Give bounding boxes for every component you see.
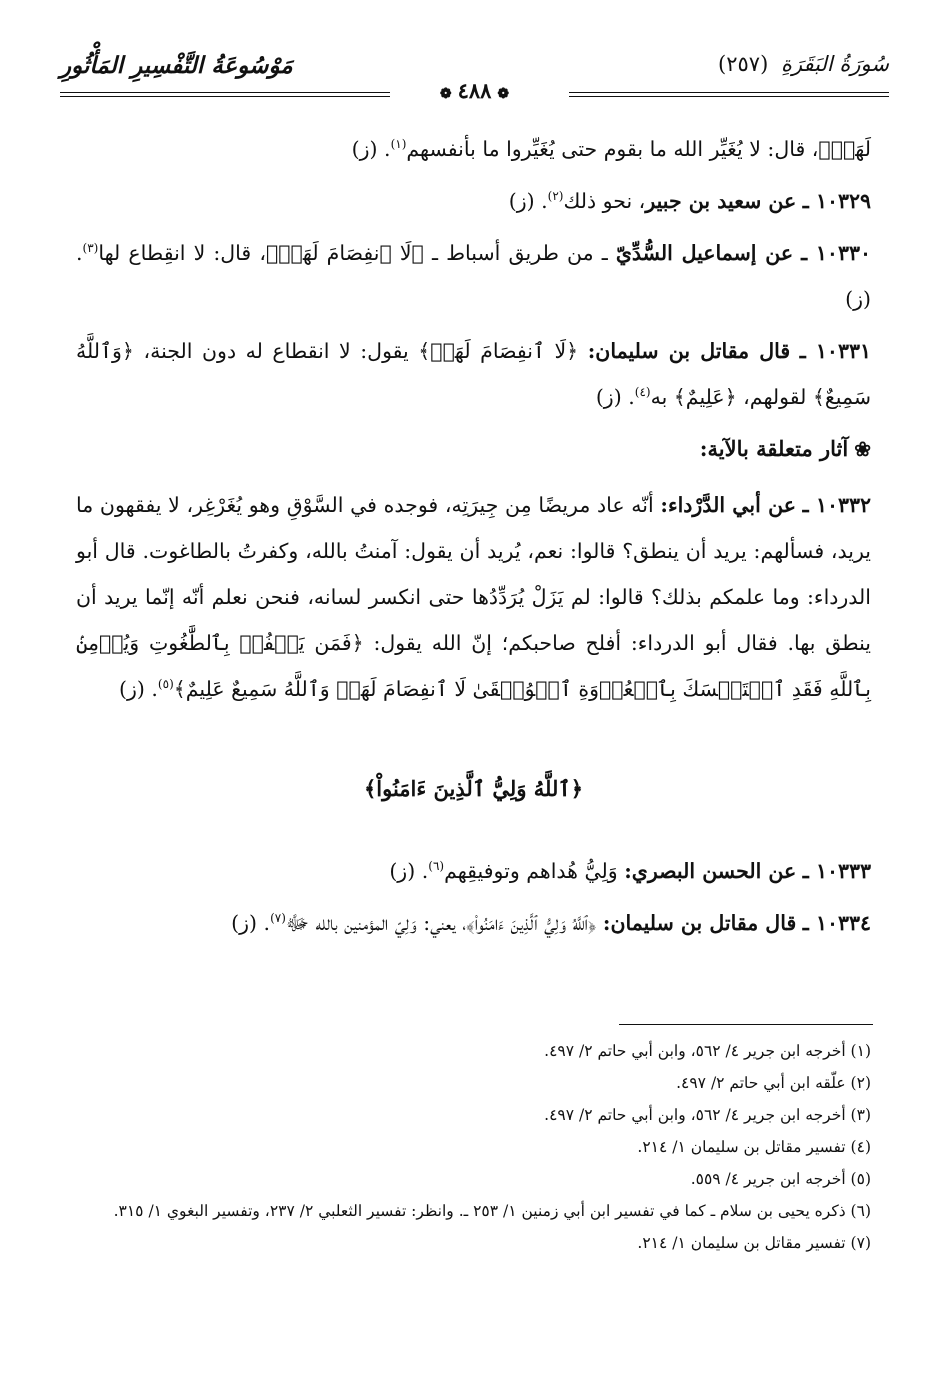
footnote-ref[interactable]: (٥): [157, 677, 174, 692]
entry-number: ١٠٣٣٣ ـ: [802, 859, 871, 883]
paragraph: [76, 848, 871, 894]
footnote: (٦) ذكره يحيى بن سلام ـ كما في تفسير ابن أبي زمنين ١/ ٢٥٣ ـ. وانظر: تفسير الثعلبي ٢/ ٢٣٧، وتفسير البغوي ١/ ٣١٥.: [113, 1202, 871, 1220]
paragraph: [76, 178, 871, 224]
footnote: (٥) أخرجه ابن جرير ٤/ ٥٥٩.: [690, 1170, 871, 1188]
footnote: (٤) تفسير مقاتل بن سليمان ١/ ٢١٤.: [637, 1138, 871, 1156]
footnote: (٢) علّقه ابن أبي حاتم ٢/ ٤٩٧.: [676, 1074, 871, 1092]
paragraph-text: أنّه عاد مريضًا مِن جِيرَتِه، فوجده في السَّوْقِ وهو يُغَرْغِر، لا يفقهون ما يريد، فسألهم: يريد أن ينطق؟ قالوا: نعم، يُريد أن يقول: آمنتُ بالله، وكفرتُ بالطاغوت. قال أبو الدرداء: وما علمكم بذلك؟ قالوا: لم يَزَلْ يُرَدِّدُها حتى انكسر لسانه، فنحن نعلم أنّه إنّما يريد أن ينطق بها. فقال أبو الدرداء: أفلح صاحبكم؛ إنّ الله يقول: ﴿فَمَن يَكۡفُرۡ بِٱلطَّٰغُوتِ وَيُؤۡمِنۢ بِٱللَّهِ فَقَدِ ٱسۡتَمۡسَكَ بِٱلۡعُرۡوَةِ ٱلۡوُثۡقَىٰ لَا ٱنفِصَامَ لَهَاۗ وَٱللَّهُ سَمِيعٌ عَلِيمٌ﴾: [76, 493, 871, 701]
ornament-icon: ❁: [497, 86, 510, 102]
narrator-name: قال مقاتل بن سليمان:: [587, 339, 791, 363]
source-code: . (ز): [595, 385, 635, 409]
paragraph: [76, 900, 871, 946]
book-title: مَوْسُوعَةُ التَّفْسِيرِ المَأْثُورِ: [60, 52, 293, 79]
section-heading-text: آثار متعلقة بالآية:: [699, 436, 849, 461]
footnote-divider: [619, 1024, 873, 1025]
verse-number: (٢٥٧): [718, 52, 769, 76]
section-heading: [76, 426, 871, 472]
page-number-value: ٤٨٨: [457, 78, 492, 103]
footnote-ref[interactable]: (١): [390, 137, 407, 152]
paragraph-text: ـ من طريق أسباط ـ ﴿لَا ٱنفِصَامَ لَهَاۗ﴾، قال: لا انقِطاع لها: [98, 241, 616, 265]
footnote-ref[interactable]: (٣): [82, 241, 99, 256]
page-number: [60, 78, 889, 103]
footnote-ref[interactable]: (٤): [634, 385, 651, 400]
source-code: . (ز): [389, 859, 429, 883]
narrator-name: عن سعيد بن جبير: [645, 189, 797, 213]
narrator-name: عن إسماعيل السُّدِّيّ: [615, 241, 794, 265]
flower-ornament-icon: ❀: [854, 437, 871, 461]
footnote: (٧) تفسير مقاتل بن سليمان ١/ ٢١٤.: [637, 1234, 871, 1252]
source-code: . (ز): [351, 137, 391, 161]
source-code: . (ز): [118, 677, 158, 701]
paragraph-text: ﴿لَا ٱنفِصَامَ لَهَاۗ﴾ يقول: لا انقطاع له دون الجنة، ﴿وَٱللَّهُ سَمِيعٌ﴾ لقولهم، ﴿عَلِيمٌ﴾ به: [76, 339, 871, 409]
paragraph-text: ﴿ٱللَّهُ وَلِيُّ ٱلَّذِينَ ءَامَنُواْ﴾، يعني: وَلِيّ المؤمنين بالله ﷻ: [285, 911, 603, 935]
paragraph-text: وَلِيُّ هُداهم وتوفيقِهم: [444, 859, 625, 883]
ornament-icon: ❁: [439, 86, 452, 102]
entry-number: ١٠٣٣١ ـ: [799, 339, 871, 363]
narrator-name: عن أبي الدَّرْداء:: [660, 493, 796, 517]
footnote-ref[interactable]: (٦): [428, 859, 445, 874]
surah-name: سُورَةُ البَقَرَةِ: [780, 52, 889, 76]
narrator-name: عن الحسن البصري:: [624, 859, 797, 883]
main-text: [76, 126, 871, 952]
source-code: . (ز): [231, 911, 271, 935]
footnote: (٣) أخرجه ابن جرير ٤/ ٥٦٢، وابن أبي حاتم ٢/ ٤٩٧.: [544, 1106, 871, 1124]
footnote-ref[interactable]: (٢): [547, 189, 564, 204]
entry-number: ١٠٣٣٤ ـ: [802, 911, 871, 935]
verse-heading: ﴿ٱللَّهُ وَلِيُّ ٱلَّذِينَ ءَامَنُواْ﴾: [363, 776, 584, 801]
paragraph-text: لَهَاۗ﴾، قال: لا يُغَيِّر الله ما بقوم حتى يُغَيِّروا ما بأنفسهم: [406, 137, 871, 161]
paragraph-text: ، نحو ذلك: [563, 189, 646, 213]
footnote-ref[interactable]: (٧): [270, 911, 286, 926]
footnote: (١) أخرجه ابن جرير ٤/ ٥٦٢، وابن أبي حاتم ٢/ ٤٩٧.: [544, 1042, 871, 1060]
footnotes: [76, 1036, 871, 1260]
narrator-name: قال مقاتل بن سليمان:: [602, 911, 797, 935]
source-code: . (ز): [76, 241, 871, 311]
entry-number: ١٠٣٢٩ ـ: [802, 189, 871, 213]
source-code: . (ز): [508, 189, 548, 213]
entry-number: ١٠٣٣٠ ـ: [801, 241, 871, 265]
running-header: [60, 52, 889, 114]
entry-number: ١٠٣٣٢ ـ: [802, 493, 871, 517]
paragraph: [76, 328, 871, 420]
paragraph: [76, 230, 871, 322]
surah-label: [718, 52, 889, 76]
paragraph: [76, 126, 871, 172]
paragraph: [76, 482, 871, 712]
